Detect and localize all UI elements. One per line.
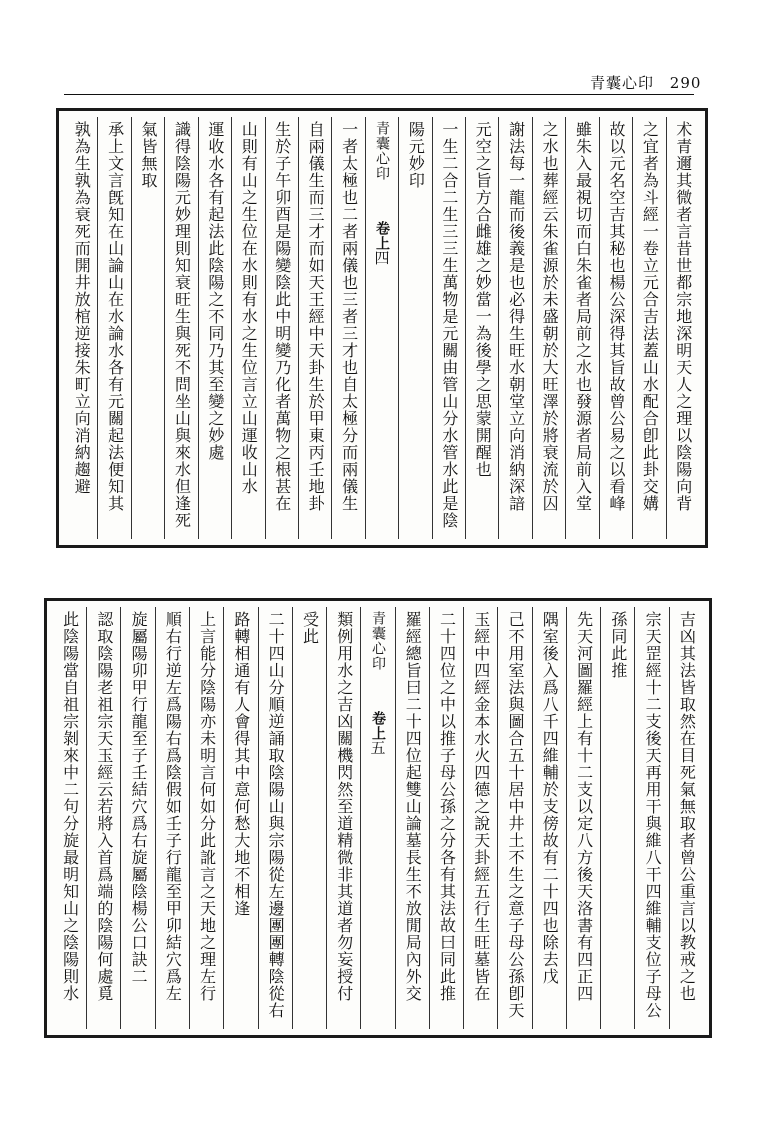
text-column: 承上文言旣知在山論山在水論水各有元關起法便知其 — [97, 117, 130, 539]
text-column: 二十四位之中以推子母公孫之分各有其法故曰同此推 — [429, 607, 463, 1029]
text-column: 山則有山之生位在水則有水之生位言立山運收山水 — [231, 117, 264, 539]
page-number: 290 — [669, 74, 702, 92]
text-column: 孫同此推 — [600, 607, 634, 1029]
book-title: 青囊心印 — [590, 74, 655, 92]
text-column: 之宜者為斗經一卷立元合吉法蓋山水配合卽此卦交媾 — [632, 117, 665, 539]
fold-mark: 卷上 — [369, 711, 386, 741]
text-column: 术青邇其微者言昔世都宗地深明天人之理以陰陽向背 — [666, 117, 699, 539]
text-column: 一生二合二生三三生萬物是元關由管山分水管水此是陰 — [432, 117, 465, 539]
folio-header: 青囊心印 — [373, 121, 390, 181]
text-column: 隅室後入爲八千四維輔於支傍故有二十四也除去戊 — [532, 607, 566, 1029]
text-column: 旋屬陽卯甲行龍至子壬結穴爲右旋屬陰楊公口訣二 — [120, 607, 154, 1029]
folio-column — [360, 607, 394, 1029]
text-column: 上言能分陰陽亦未明言何如分此訛言之天地之理左行 — [189, 607, 223, 1029]
text-column: 之水也葬經云朱雀源於未盛朝於大旺澤於將衰流於囚 — [532, 117, 565, 539]
text-column: 二十四山分順逆誦取陰陽山與宗陽從左邊團團轉陰從右 — [258, 607, 292, 1029]
folio-number: 四 — [374, 249, 390, 267]
text-columns — [65, 117, 699, 539]
folio-header: 青囊心印 — [369, 611, 386, 671]
text-column: 羅經總旨曰二十四位起雙山論墓長生不放閒局內外交 — [395, 607, 429, 1029]
text-column: 受此 — [292, 607, 326, 1029]
text-column: 順右行逆左爲陽右爲陰假如壬子行龍至甲卯結穴爲左 — [155, 607, 189, 1029]
folio-number: 五 — [370, 739, 386, 757]
text-column: 玉經中四經金本水火四德之說天卦經五行生旺墓皆在 — [463, 607, 497, 1029]
text-column: 生於子午卯酉是陽變陰此中明變乃化者萬物之根甚在 — [265, 117, 298, 539]
header-rule — [64, 94, 694, 95]
text-column: 氣皆無取 — [131, 117, 164, 539]
text-column: 路轉相通有人會得其中意何愁大地不相逢 — [223, 607, 257, 1029]
text-column: 己不用室法與圖合五十居中井土不生之意子母公孫卽天 — [497, 607, 531, 1029]
text-column: 識得陰陽元妙理則知衰旺生與死不問坐山與來水但逢死 — [164, 117, 197, 539]
text-column: 類例用水之吉凶關機閃然至道精微非其道者勿妄授付 — [326, 607, 360, 1029]
text-column: 雖朱入最視切而白朱雀者局前之水也發源者局前入堂 — [565, 117, 598, 539]
text-column: 故以元名空吉其秘也楊公深得其旨故曾公易之以看峰 — [599, 117, 632, 539]
text-column: 自兩儀生而三才而如天王經中天卦生於甲東丙壬地卦 — [298, 117, 331, 539]
text-column: 運收水各有起法此陰陽之不同乃其至變之妙處 — [198, 117, 231, 539]
woodblock-page-bottom — [44, 598, 712, 1038]
text-column: 認取陰陽老祖宗天玉經云若將入首爲端的陰陽何處覓 — [86, 607, 120, 1029]
text-column: 吉凶其法皆取然在目死氣無取者曾公重言以教戒之也 — [669, 607, 703, 1029]
text-column: 宗天罡經十二支後天再用干與維八干四維輔支位子母公 — [634, 607, 668, 1029]
text-column: 陽元妙印 — [398, 117, 431, 539]
text-column: 謝法每一龍而後義是也必得生旺水朝堂立向消納深諳 — [498, 117, 531, 539]
text-column: 元空之旨方合雌雄之妙當一為後學之思蒙開醒也 — [465, 117, 498, 539]
text-column: 此陰陽當自祖宗剝來中二句分旋最明知山之陰陽則水 — [60, 611, 80, 1002]
woodblock-page-top — [56, 108, 708, 548]
fold-mark: 卷上 — [373, 221, 390, 251]
folio-column — [365, 117, 398, 539]
text-column: 先天河圖羅經上有十二支以定八方後天洛書有四正四 — [566, 607, 600, 1029]
text-columns — [53, 607, 703, 1029]
running-head — [590, 72, 701, 93]
text-column: 一者太極也二者兩儀也三者三才也自太極分而兩儀生 — [331, 117, 364, 539]
text-column: 孰為生孰為衰死而開井放棺逆接朱町立向消納趨避 — [72, 121, 92, 495]
